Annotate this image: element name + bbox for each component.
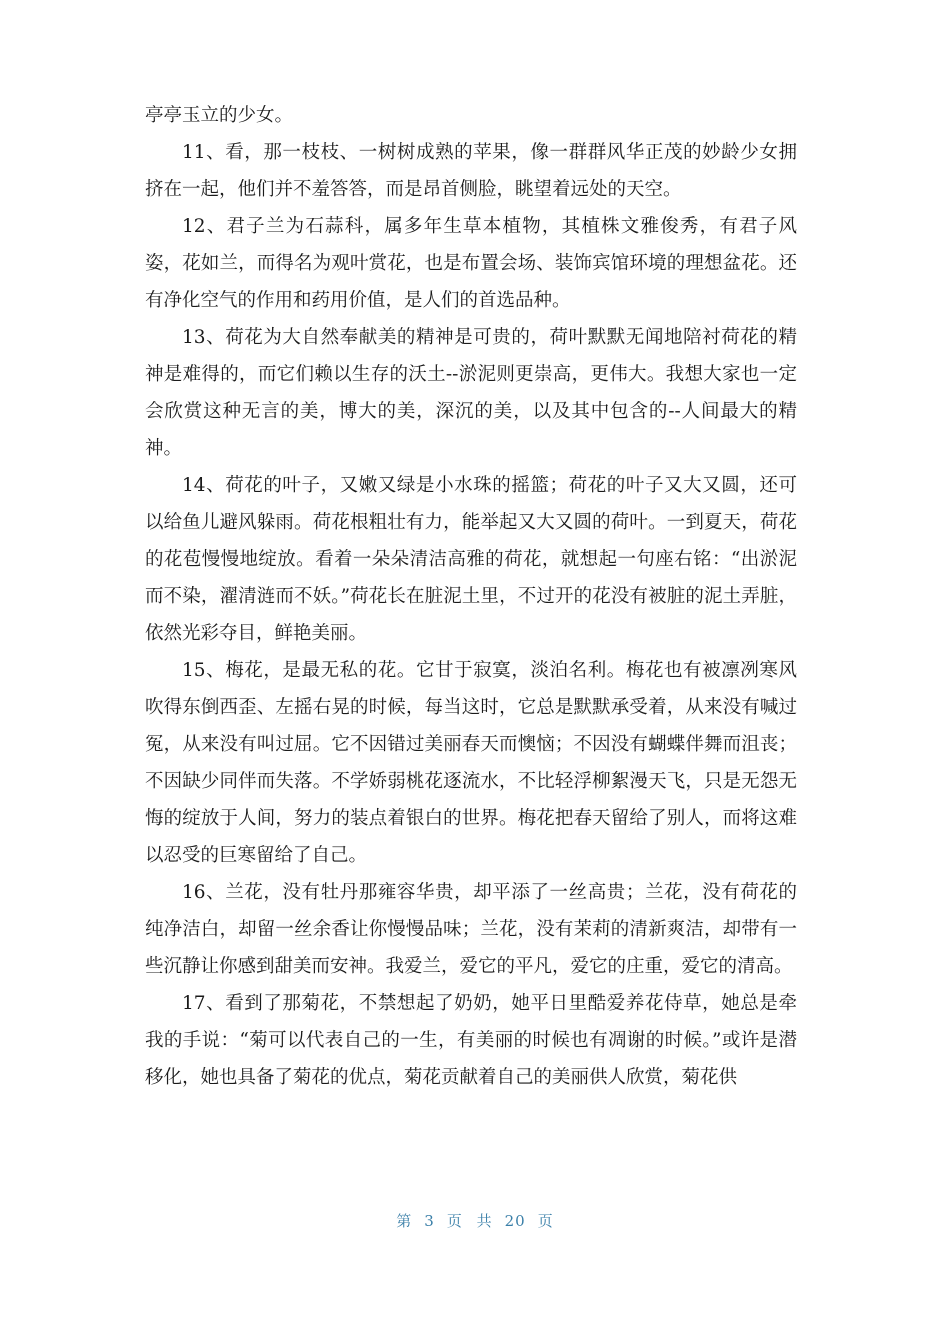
page-footer — [0, 1210, 950, 1231]
paragraph-11: 11、看，那一枝枝、一树树成熟的苹果，像一群群风华正茂的妙龄少女拥挤在一起，他们并不羞答答，而是昂首侧脸，眺望着远处的天空。 — [145, 142, 797, 200]
footer-label-di: 第 — [396, 1212, 413, 1230]
paragraph-12: 12、君子兰为石蒜科，属多年生草本植物，其植株文雅俊秀，有君子风姿，花如兰，而得名为观叶赏花，也是布置会场、装饰宾馆环境的理想盆花。还有净化空气的作用和药用价值，是人们的首选品种。 — [145, 216, 797, 311]
paragraph-14: 14、荷花的叶子，又嫩又绿是小水珠的摇篮；荷花的叶子又大又圆，还可以给鱼儿避风躲雨。荷花根粗壮有力，能举起又大又圆的荷叶。一到夏天，荷花的花苞慢慢地绽放。看着一朵朵清洁高雅的荷花，就想起一句座右铭：“出淤泥而不染，濯清涟而不妖。”荷花长在脏泥土里，不过开的花没有被脏的泥土弄脏，依然光彩夺目，鲜艳美丽。 — [145, 475, 797, 644]
paragraph-continued: 亭亭玉立的少女。 — [145, 105, 294, 126]
footer-label-ye-gong: 页 共 — [446, 1212, 493, 1230]
paragraph-17: 17、看到了那菊花，不禁想起了奶奶，她平日里酷爱养花侍草，她总是牵我的手说：“菊可以代表自己的一生，有美丽的时候也有凋谢的时候。”或许是潜移化，她也具备了菊花的优点，菊花贡献着自己的美丽供人欣赏，菊花供 — [145, 993, 797, 1088]
paragraph-16: 16、兰花，没有牡丹那雍容华贵，却平添了一丝高贵；兰花，没有荷花的纯净洁白，却留一丝余香让你慢慢品味；兰花，没有茉莉的清新爽洁，却带有一些沉静让你感到甜美而安神。我爱兰，爱它的平凡，爱它的庄重，爱它的清高。 — [145, 882, 797, 977]
footer-label-ye: 页 — [537, 1212, 554, 1230]
footer-current-page: 3 — [424, 1212, 435, 1230]
footer-total-pages: 20 — [504, 1212, 526, 1230]
paragraph-15: 15、梅花，是最无私的花。它甘于寂寞，淡泊名利。梅花也有被凛冽寒风吹得东倒西歪、左摇右晃的时候，每当这时，它总是默默承受着，从来没有喊过冤，从来没有叫过屈。它不因错过美丽春天而懊恼；不因没有蝴蝶伴舞而沮丧；不因缺少同伴而失落。不学娇弱桃花逐流水，不比轻浮柳絮漫天飞，只是无怨无悔的绽放于人间，努力的装点着银白的世界。梅花把春天留给了别人，而将这难以忍受的巨寒留给了自己。 — [145, 660, 797, 866]
paragraph-13: 13、荷花为大自然奉献美的精神是可贵的，荷叶默默无闻地陪衬荷花的精神是难得的，而它们赖以生存的沃土--淤泥则更崇高，更伟大。我想大家也一定会欣赏这种无言的美，博大的美，深沉的美，以及其中包含的--人间最大的精神。 — [145, 327, 797, 459]
document-body — [145, 97, 797, 1096]
